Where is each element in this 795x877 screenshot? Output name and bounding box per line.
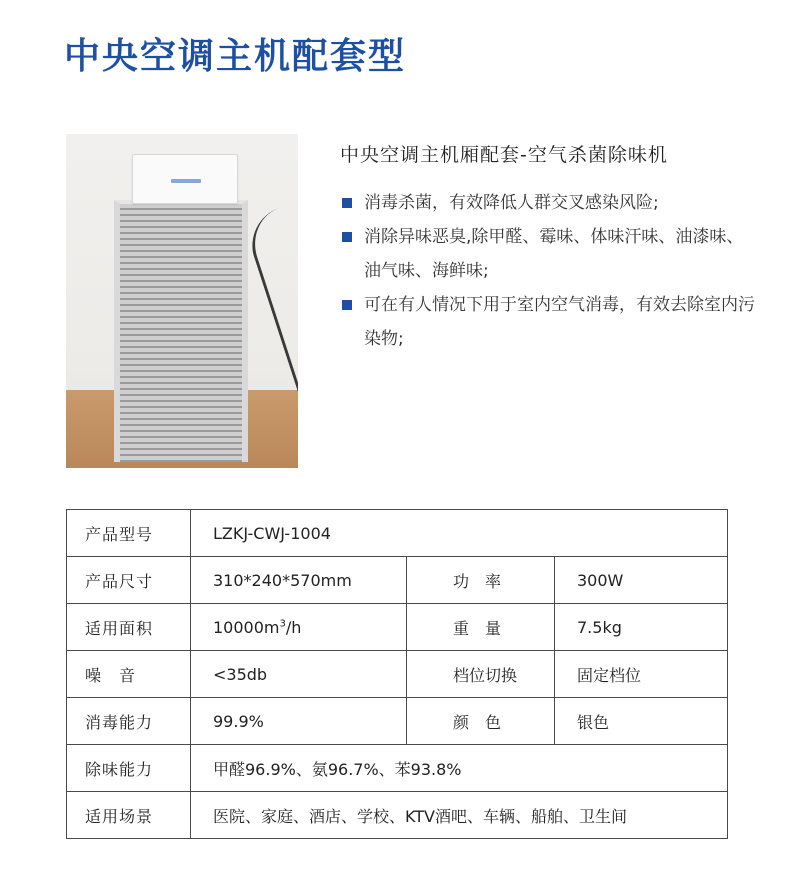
- spec-value-power: 300W: [555, 557, 728, 604]
- spec-value-noise: <35db: [191, 651, 407, 698]
- feature-text: 可在有人情况下用于室内空气消毒，有效去除室内污染物;: [364, 295, 755, 349]
- spec-label-area: 适用面积: [67, 604, 191, 651]
- product-headline: 中央空调主机厢配套-空气杀菌除味机: [340, 144, 668, 166]
- feature-list: [340, 186, 760, 356]
- brand-logo-icon: [171, 179, 201, 183]
- square-bullet-icon: [342, 232, 352, 242]
- spec-value-weight: 7.5kg: [555, 604, 728, 651]
- spec-label-weight: 重 量: [407, 604, 555, 651]
- table-row: [67, 792, 728, 839]
- spec-label-scenes: 适用场景: [67, 792, 191, 839]
- spec-label-noise: 噪 音: [67, 651, 191, 698]
- spec-label-size: 产品尺寸: [67, 557, 191, 604]
- area-value-exponent: 3: [279, 618, 286, 630]
- feature-text: 消毒杀菌，有效降低人群交叉感染风险;: [364, 193, 659, 213]
- spec-value-area: [191, 604, 407, 651]
- table-row: [67, 557, 728, 604]
- area-value-main: 10000m: [213, 617, 280, 637]
- spec-value-model: LZKJ-CWJ-1004: [191, 510, 728, 557]
- feature-item: [340, 186, 760, 220]
- area-value-unit: /h: [285, 617, 302, 637]
- photo-unit-grille: [114, 200, 248, 462]
- table-row: [67, 745, 728, 792]
- spec-value-scenes: 医院、家庭、酒店、学校、KTV酒吧、车辆、船舶、卫生间: [191, 792, 728, 839]
- table-row: [67, 651, 728, 698]
- spec-label-color: 颜 色: [407, 698, 555, 745]
- table-row: [67, 698, 728, 745]
- square-bullet-icon: [342, 198, 352, 208]
- feature-item: [340, 288, 760, 356]
- spec-label-gear: 档位切换: [407, 651, 555, 698]
- spec-table: [66, 509, 728, 839]
- table-row: [67, 510, 728, 557]
- spec-value-size: 310*240*570mm: [191, 557, 407, 604]
- table-row: [67, 604, 728, 651]
- spec-label-model: 产品型号: [67, 510, 191, 557]
- spec-value-gear: 固定档位: [555, 651, 728, 698]
- spec-value-color: 银色: [555, 698, 728, 745]
- photo-unit-top-panel: [132, 154, 238, 204]
- spec-value-deodorize: 甲醛96.9%、氨96.7%、苯93.8%: [191, 745, 728, 792]
- square-bullet-icon: [342, 300, 352, 310]
- feature-text: 消除异味恶臭,除甲醛、霉味、体味汗味、油漆味、油气味、海鲜味;: [364, 227, 744, 281]
- page-title: 中央空调主机配套型: [64, 36, 407, 77]
- spec-label-power: 功 率: [407, 557, 555, 604]
- spec-label-disinfect: 消毒能力: [67, 698, 191, 745]
- spec-label-deodorize: 除味能力: [67, 745, 191, 792]
- spec-value-disinfect: 99.9%: [191, 698, 407, 745]
- feature-item: [340, 220, 760, 288]
- product-photo: [66, 134, 298, 468]
